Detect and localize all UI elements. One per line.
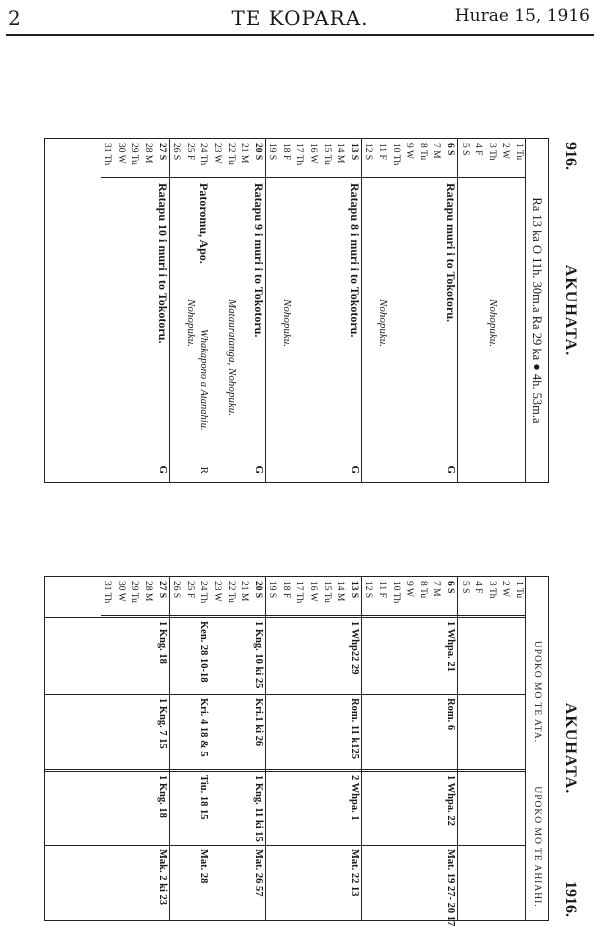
day-label: 15 Tu (321, 581, 332, 603)
day-cell (334, 581, 348, 616)
calendar-entry: Ratapu muri i to Tokotoru. (444, 183, 459, 323)
day-cell (499, 581, 513, 616)
lesson-cell: Mat. 19 27- 20 17 (445, 849, 457, 927)
day-cell (389, 581, 403, 616)
day-label: 8 Tu (417, 143, 428, 161)
day-label: 13 S (348, 581, 359, 599)
day-cell (279, 143, 293, 178)
day-cell (101, 143, 115, 178)
day-label: 24 Th (198, 143, 209, 166)
day-row (362, 139, 376, 482)
calendar-month: AKUHATA. (562, 264, 579, 357)
page-header (0, 0, 600, 40)
day-cell (512, 581, 526, 616)
day-label: 20 S (252, 581, 263, 599)
lessons-rows (101, 577, 526, 927)
lesson-cell: Rom. 11 k125 (348, 698, 360, 759)
day-label: 28 M (142, 581, 153, 602)
day-cell (293, 581, 307, 616)
day-cell (472, 143, 486, 178)
day-label: 11 F (377, 143, 388, 160)
day-cell (155, 143, 169, 178)
calendar-entry: Nohopuku. (184, 299, 197, 347)
day-label: 26 S (171, 581, 182, 599)
day-cell (266, 143, 280, 178)
day-cell (458, 143, 472, 178)
day-row (512, 577, 526, 920)
day-cell (347, 581, 361, 616)
day-row (472, 577, 486, 920)
day-cell (210, 143, 224, 178)
day-label: 21 M (239, 143, 250, 164)
day-cell (430, 143, 444, 178)
day-label: 16 W (308, 581, 319, 602)
day-label: 14 M (335, 143, 346, 164)
lesson-cell: Mat. 28 (198, 849, 210, 884)
lesson-cell: 1 Kng. 11 ki 15 (252, 775, 264, 842)
day-cell (416, 143, 430, 178)
day-row (430, 139, 444, 482)
day-label: 22 Tu (225, 581, 236, 603)
page-number: 2 (8, 6, 22, 30)
day-label: 27 S (156, 581, 167, 599)
lessons-section (38, 576, 583, 927)
day-row (224, 139, 238, 482)
day-row (266, 139, 280, 482)
lesson-cell: 1 Kng. 7 15 (156, 698, 168, 749)
day-row (443, 577, 458, 927)
day-label: 29 Tu (129, 581, 140, 603)
day-cell (224, 143, 238, 178)
day-label: 25 F (184, 581, 195, 599)
day-row (183, 577, 197, 920)
day-label: 16 W (308, 143, 319, 164)
day-row (101, 577, 115, 920)
day-row (141, 139, 155, 482)
day-label: 3 Th (486, 581, 497, 599)
lessons-title (555, 576, 583, 921)
lesson-cell: Mat. 22 13 (348, 849, 360, 897)
day-label: 10 Th (390, 143, 401, 166)
day-cell (403, 581, 417, 616)
liturgical-colour: G (156, 465, 169, 474)
issue-date: Hurae 15, 1916 (454, 6, 590, 26)
day-row (416, 577, 430, 920)
calendar-entry: Ratapu 8 i muri i to Tokotoru. (347, 183, 362, 338)
day-row (155, 577, 170, 920)
liturgical-colour: G (348, 465, 361, 474)
day-label: 12 S (363, 581, 374, 599)
day-row (224, 577, 238, 920)
day-cell (430, 581, 444, 616)
day-cell (128, 143, 142, 178)
lesson-cell: Ken. 28 10-18 (198, 621, 210, 683)
calendar-entry: Patoromu, Apo. (197, 183, 212, 264)
day-cell (443, 581, 457, 616)
day-row (472, 139, 486, 482)
header-rule (6, 34, 594, 36)
day-row (170, 577, 184, 920)
lesson-cell: 2 Whpa. 1 (348, 775, 360, 821)
calendar-title (555, 138, 583, 483)
day-cell (101, 581, 115, 616)
day-cell (362, 143, 376, 178)
moon-phases: Ra 13 ka O 11h. 30m.a Ra 29 ka ● 4h. 53m.a (525, 139, 548, 482)
liturgical-colour: G (252, 465, 265, 474)
day-label: 30 W (115, 581, 126, 602)
day-cell (334, 143, 348, 178)
day-row (347, 139, 362, 482)
lesson-cell: 1 Whpa. 22 (445, 775, 457, 826)
day-cell (128, 581, 142, 616)
day-row (266, 577, 280, 920)
day-label: 26 S (171, 143, 182, 161)
day-cell (375, 581, 389, 616)
liturgical-colour: G (445, 465, 458, 474)
day-cell (251, 143, 265, 178)
day-cell (362, 581, 376, 616)
day-row (485, 577, 499, 920)
day-label: 30 W (115, 143, 126, 164)
day-row (210, 139, 224, 482)
day-row (485, 139, 499, 482)
day-label: 23 W (211, 581, 222, 602)
day-row (499, 139, 513, 482)
day-label: 5 S (459, 581, 470, 594)
calendar-entry: Nohopuku. (486, 299, 499, 347)
day-cell (403, 143, 417, 178)
day-row (128, 577, 142, 920)
lesson-cell: 1 Kng. 10 ki 25 (252, 621, 264, 689)
lesson-cell: Rom. 6 (445, 698, 457, 731)
day-cell (279, 581, 293, 616)
day-row (183, 139, 197, 482)
day-cell (375, 143, 389, 178)
day-label: 31 Th (102, 581, 113, 604)
day-cell (307, 143, 321, 178)
day-label: 9 W (404, 143, 415, 159)
day-row (458, 577, 472, 920)
day-label: 2 W (500, 581, 511, 597)
day-cell (307, 581, 321, 616)
day-cell (499, 143, 513, 178)
day-label: 14 M (335, 581, 346, 602)
day-row (430, 577, 444, 920)
day-row (210, 577, 224, 920)
calendar-entry: Ratapu 10 i muri i to Tokotoru. (155, 183, 170, 344)
day-label: 18 F (280, 581, 291, 599)
day-label: 31 Th (102, 143, 113, 166)
lesson-cell: 1 Kng. 18 (156, 775, 168, 818)
evening-header: UPOKO MO TE AHIAHI. (532, 786, 542, 908)
day-cell (443, 143, 457, 178)
day-row (197, 577, 211, 920)
day-row (458, 139, 472, 482)
day-label: 15 Tu (321, 143, 332, 165)
calendar-entry: Matauratanga, Nohopuku. (225, 299, 238, 417)
day-cell (170, 143, 184, 178)
day-cell (266, 581, 280, 616)
day-cell (320, 143, 334, 178)
day-label: 13 S (348, 143, 359, 161)
lesson-cell: Tiu. 18 15 (198, 775, 210, 820)
calendar-entry: Ratapu 9 i muri i to Tokotoru. (251, 183, 266, 338)
calendar-year: 916. (562, 142, 579, 170)
calendar-entry: Whakapono a Atanahiu. (198, 329, 210, 431)
day-row (307, 139, 321, 482)
day-label: 1 Tu (514, 143, 524, 161)
day-row (293, 577, 307, 920)
day-cell (114, 581, 128, 616)
day-label: 4 F (473, 581, 484, 594)
day-row (375, 577, 389, 920)
day-cell (389, 143, 403, 178)
day-row (170, 139, 184, 482)
day-row (197, 139, 211, 482)
day-row (320, 577, 334, 920)
calendar-rotated (38, 138, 583, 483)
day-label: 7 M (431, 581, 442, 597)
day-row (238, 139, 252, 482)
day-row (403, 577, 417, 920)
day-cell (485, 143, 499, 178)
day-cell (183, 143, 197, 178)
calendar-rows (101, 139, 526, 482)
day-row (114, 139, 128, 482)
day-label: 25 F (184, 143, 195, 161)
day-cell (141, 581, 155, 616)
day-cell (251, 581, 265, 616)
day-label: 23 W (211, 143, 222, 164)
day-row (443, 139, 458, 482)
lesson-cell: Mat. 26 57 (252, 849, 264, 897)
day-row (307, 577, 321, 920)
lessons-rotated (38, 576, 583, 927)
day-cell (155, 581, 169, 616)
day-row (499, 577, 513, 920)
day-label: 20 S (252, 143, 263, 161)
calendar-table (44, 138, 549, 483)
day-label: 21 M (239, 581, 250, 602)
day-cell (320, 581, 334, 616)
day-label: 17 Th (294, 143, 305, 166)
liturgical-colour: R (198, 466, 211, 474)
day-row (416, 139, 430, 482)
day-label: 3 Th (486, 143, 497, 161)
day-label: 27 S (156, 143, 167, 161)
day-cell (472, 581, 486, 616)
day-row (334, 577, 348, 920)
morning-header: UPOKO MO TE ATA. (532, 640, 542, 744)
day-label: 6 S (445, 143, 456, 156)
publication-title: TE KOPARA. (231, 6, 369, 30)
day-cell (416, 581, 430, 616)
day-row (375, 139, 389, 482)
day-cell (210, 581, 224, 616)
day-row (279, 139, 293, 482)
day-row (389, 577, 403, 920)
day-label: 4 F (473, 143, 484, 156)
lessons-table (44, 576, 549, 927)
day-cell (183, 581, 197, 616)
day-row (362, 577, 376, 920)
day-cell (293, 143, 307, 178)
lesson-cell: 1 Whp22 29 (348, 621, 360, 675)
day-cell (114, 143, 128, 178)
day-row (279, 577, 293, 920)
day-label: 22 Tu (225, 143, 236, 165)
day-cell (224, 581, 238, 616)
day-cell (485, 581, 499, 616)
day-cell (197, 581, 211, 616)
day-row (141, 577, 155, 920)
day-row (128, 139, 142, 482)
day-label: 11 F (377, 581, 388, 598)
day-row (347, 577, 362, 920)
lesson-cell: Mak. 2 ki 23 (156, 849, 168, 906)
day-row (114, 577, 128, 920)
day-label: 8 Tu (417, 581, 428, 599)
day-label: 5 S (459, 143, 470, 156)
day-label: 2 W (500, 143, 511, 159)
day-row (251, 577, 266, 920)
lesson-cell: 1 Whpa. 21 (445, 621, 457, 672)
day-cell (141, 143, 155, 178)
day-row (512, 139, 526, 482)
day-label: 19 S (267, 581, 278, 599)
day-row (403, 139, 417, 482)
day-label: 29 Tu (129, 143, 140, 165)
day-cell (238, 143, 252, 178)
day-cell (197, 143, 211, 178)
day-row (101, 139, 115, 482)
lesson-cell: 1 Kng. 18 (156, 621, 168, 664)
calendar-section (38, 138, 583, 483)
lessons-year: 1916. (562, 881, 579, 917)
day-cell (458, 581, 472, 616)
day-row (320, 139, 334, 482)
day-cell (170, 581, 184, 616)
day-label: 1 Tu (514, 581, 524, 599)
day-label: 28 M (142, 143, 153, 164)
day-label: 10 Th (390, 581, 401, 604)
day-label: 6 S (445, 581, 456, 594)
lesson-cell: Kri. 4 18 & 5 (198, 698, 210, 757)
day-row (293, 139, 307, 482)
calendar-entry: Nohopuku. (377, 299, 390, 347)
day-label: 24 Th (198, 581, 209, 604)
day-row (155, 139, 170, 482)
day-label: 12 S (363, 143, 374, 161)
day-row (334, 139, 348, 482)
day-label: 17 Th (294, 581, 305, 604)
day-row (251, 139, 266, 482)
lesson-cell: Kri.1 ki 26 (252, 698, 264, 747)
day-label: 7 M (431, 143, 442, 159)
day-cell (512, 143, 526, 178)
day-label: 18 F (280, 143, 291, 161)
day-cell (238, 581, 252, 616)
day-label: 9 W (404, 581, 415, 597)
day-row (238, 577, 252, 920)
day-row (389, 139, 403, 482)
calendar-entry: Nohopuku. (280, 299, 293, 347)
day-cell (347, 143, 361, 178)
lessons-month: AKUHATA. (562, 702, 579, 795)
day-label: 19 S (267, 143, 278, 161)
